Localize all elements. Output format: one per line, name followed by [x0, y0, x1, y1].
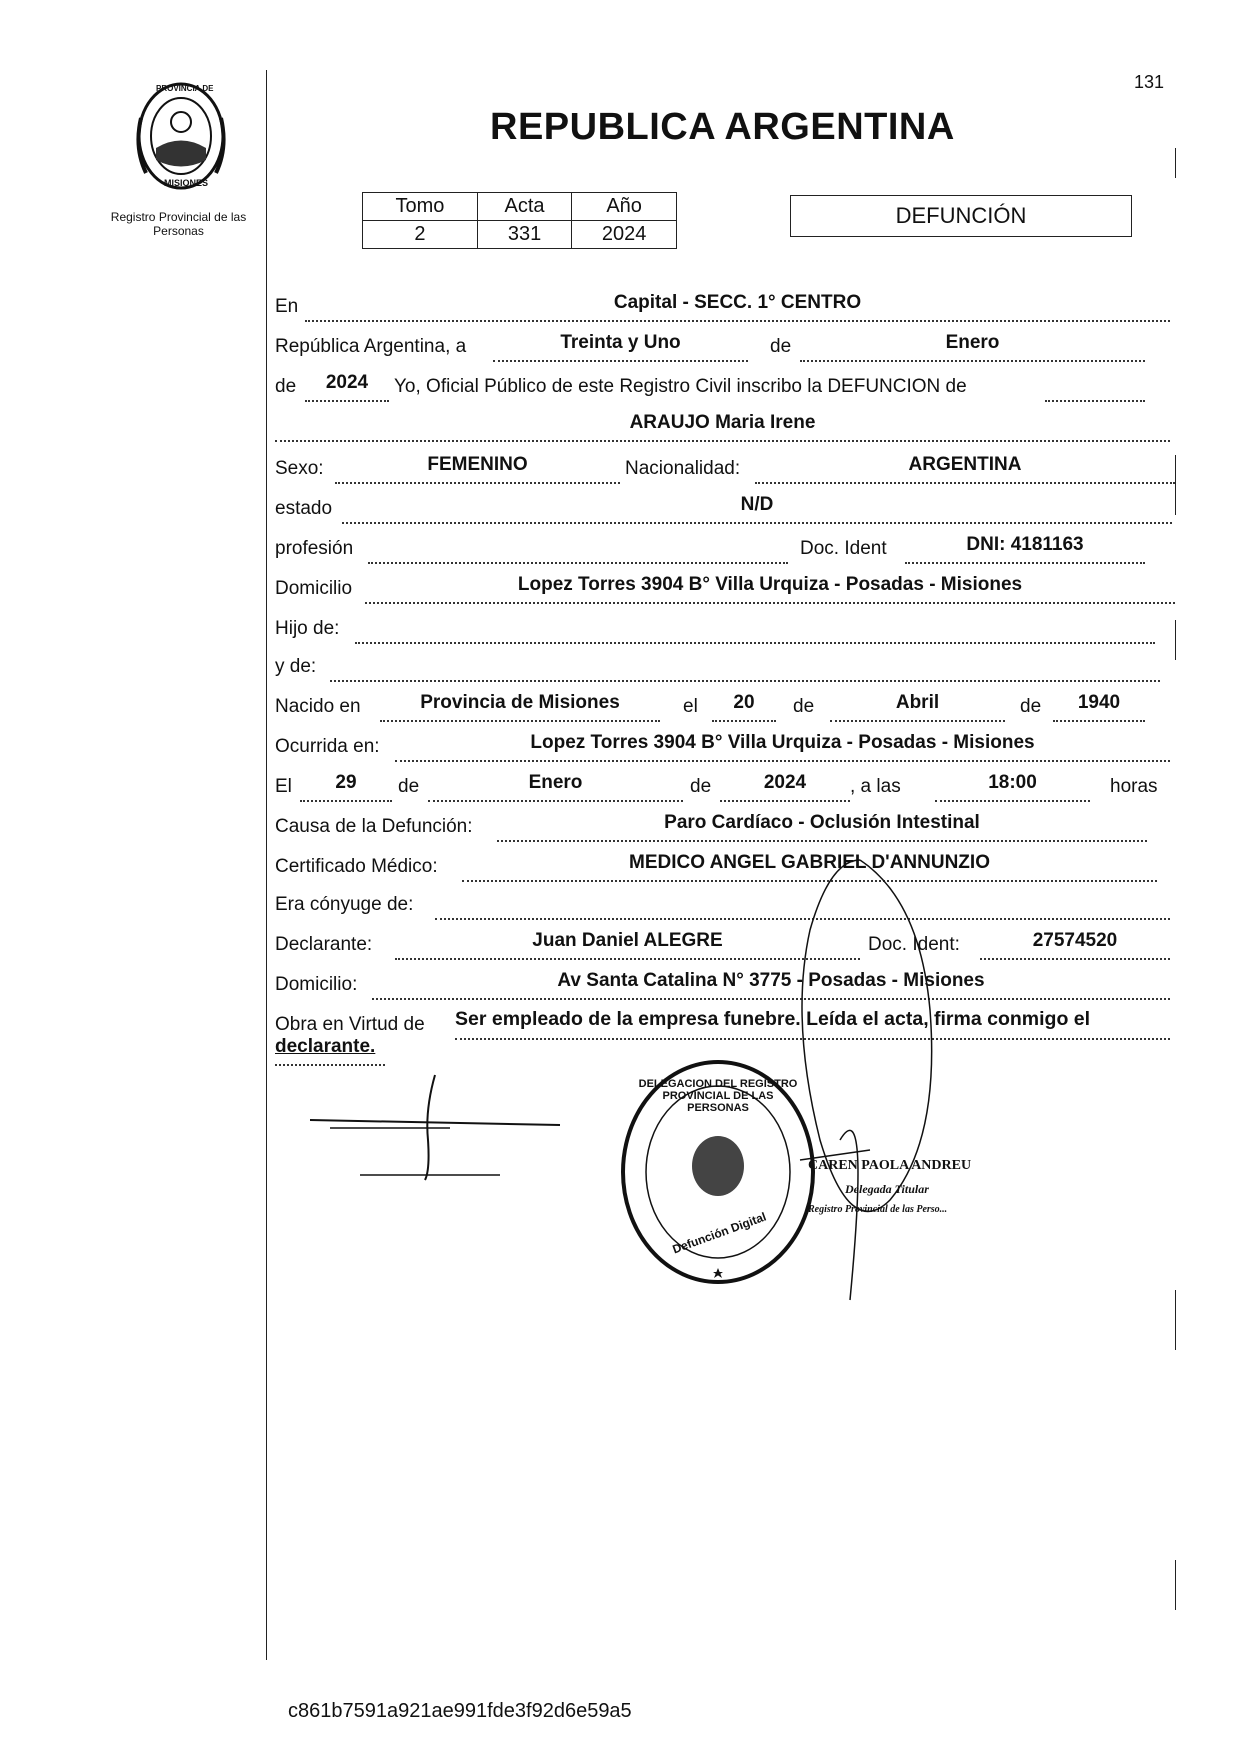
causa-value: Paro Cardíaco - Oclusión Intestinal — [664, 812, 980, 833]
nac-anio-value: 1940 — [1077, 692, 1121, 713]
dotted-line — [712, 720, 776, 722]
ocurrida-en-value: Lopez Torres 3904 B° Villa Urquiza - Posadas - Misiones — [530, 732, 1035, 753]
label-obra: Obra en Virtud de — [275, 1014, 425, 1035]
declarant-signature-icon — [310, 1070, 570, 1210]
seal-bottom-text: Defunción Digital — [670, 1209, 769, 1257]
obra-value-line2: declarante. — [275, 1036, 376, 1057]
label-causa: Causa de la Defunción: — [275, 816, 473, 837]
acta-value: 331 — [477, 221, 571, 249]
domicilio-value: Lopez Torres 3904 B° Villa Urquiza - Posadas - Misiones — [517, 574, 1023, 595]
def-dia-value: 29 — [335, 772, 357, 793]
def-anio-value: 2024 — [763, 772, 807, 793]
domicilio-declarante-value: Av Santa Catalina N° 3775 - Posadas - Misiones — [557, 970, 985, 991]
registry-emblem — [126, 78, 236, 196]
dotted-line — [380, 720, 660, 722]
label-nacionalidad: Nacionalidad: — [625, 458, 741, 479]
seal-text: DELEGACION DEL REGISTRO PROVINCIAL DE LAS PERSONAS — [638, 1078, 798, 1114]
registry-name: Registro Provincial de las Personas — [110, 210, 247, 238]
document-hash: c861b7591a921ae991fde3f92d6e59a5 — [288, 1700, 632, 1722]
declarante-value: Juan Daniel ALEGRE — [532, 930, 723, 951]
act-type-box: DEFUNCIÓN — [790, 195, 1132, 237]
right-margin-mark — [1175, 148, 1176, 178]
label-y-de: y de: — [275, 656, 317, 677]
dotted-line — [305, 320, 1170, 322]
anio-value: 2024 — [572, 221, 677, 249]
def-mes-value: Enero — [528, 772, 583, 793]
dotted-line — [330, 680, 1160, 682]
label-horas: horas — [1110, 776, 1158, 797]
label-a-las: , a las — [850, 776, 901, 797]
label-conyuge: Era cónyuge de: — [275, 894, 414, 915]
dotted-line — [830, 720, 1005, 722]
officer-stamp-name: CAREN PAOLA ANDREU — [808, 1158, 972, 1173]
right-margin-mark — [1175, 1290, 1176, 1350]
label-de: de — [770, 336, 792, 357]
doc-declarante-value: 27574520 — [1032, 930, 1118, 951]
label-declarante: Declarante: — [275, 934, 373, 955]
document-title: REPUBLICA ARGENTINA — [490, 106, 955, 148]
dotted-line — [372, 998, 1170, 1000]
right-margin-mark — [1175, 1560, 1176, 1610]
label-estado: estado — [275, 498, 333, 519]
obra-value-line1: Ser empleado de la empresa funebre. Leída el acta, firma conmigo el — [455, 1008, 1091, 1030]
label-doc-ident: Doc. Ident — [800, 538, 887, 559]
officer-stamp-registry: Registro Provincial de las Perso... — [808, 1204, 948, 1215]
dotted-line — [342, 522, 1172, 524]
estado-value: N/D — [740, 494, 774, 515]
hora-value: 18:00 — [988, 772, 1037, 793]
right-margin-mark — [1175, 620, 1176, 660]
left-margin-line — [266, 70, 267, 1660]
fallecido-value: ARAUJO Maria Irene — [629, 412, 816, 433]
label-de: de — [690, 776, 712, 797]
dotted-line — [1045, 400, 1145, 402]
label-sexo: Sexo: — [275, 458, 324, 479]
dotted-line — [1053, 720, 1145, 722]
dotted-line — [365, 602, 1175, 604]
label-de: de — [398, 776, 420, 797]
label-doc-ident-declarante: Doc. Ident: — [868, 934, 960, 955]
right-margin-mark — [1175, 455, 1176, 515]
dotted-line — [335, 482, 620, 484]
doc-ident-value: DNI: 4181163 — [966, 534, 1084, 555]
emblem-top-text: PROVINCIA DE — [156, 84, 214, 93]
anio-inscripcion-value: 2024 — [325, 372, 369, 393]
label-en: En — [275, 296, 299, 317]
table-header-acta: Acta — [477, 193, 571, 221]
tomo-acta-table — [362, 192, 677, 249]
table-header-anio: Año — [572, 193, 677, 221]
dotted-line — [720, 800, 850, 802]
label-de: de — [793, 696, 815, 717]
label-republica: República Argentina, a — [275, 336, 467, 357]
dotted-line — [905, 562, 1145, 564]
officer-signature-icon — [780, 840, 940, 1310]
table-header-tomo: Tomo — [363, 193, 478, 221]
dotted-line — [368, 562, 788, 564]
label-domicilio-declarante: Domicilio: — [275, 974, 358, 995]
officer-stamp-title: Delegada Titular — [845, 1182, 929, 1196]
sexo-value: FEMENINO — [427, 454, 528, 475]
nac-mes-value: Abril — [895, 692, 940, 713]
label-profesion: profesión — [275, 538, 354, 559]
label-certificado: Certificado Médico: — [275, 856, 438, 877]
label-ocurrida-en: Ocurrida en: — [275, 736, 380, 757]
label-oficial: Yo, Oficial Público de este Registro Civil inscribo la DEFUNCION de — [394, 376, 967, 397]
dotted-line — [755, 482, 1175, 484]
label-hijo-de: Hijo de: — [275, 618, 340, 639]
dotted-line — [935, 800, 1090, 802]
certificado-value: MEDICO ANGEL GABRIEL D'ANNUNZIO — [629, 852, 990, 873]
dotted-line — [355, 642, 1155, 644]
dotted-line — [800, 360, 1145, 362]
dotted-line — [395, 760, 1170, 762]
dotted-line — [275, 440, 1170, 442]
label-nacido-en: Nacido en — [275, 696, 361, 717]
lugar-value: Capital - SECC. 1° CENTRO — [613, 292, 862, 313]
label-domicilio: Domicilio — [275, 578, 353, 599]
dotted-line — [275, 1064, 385, 1066]
label-el-fecha: El — [275, 776, 292, 797]
mes-value: Enero — [945, 332, 1000, 353]
nacionalidad-value: ARGENTINA — [908, 454, 1022, 475]
dotted-line — [300, 800, 392, 802]
emblem-bottom-text: MISIONES — [164, 178, 209, 188]
dotted-line — [493, 360, 748, 362]
dotted-line — [428, 800, 683, 802]
label-de: de — [1020, 696, 1042, 717]
label-el: el — [683, 696, 698, 717]
dotted-line — [305, 400, 389, 402]
dotted-line — [980, 958, 1170, 960]
nac-dia-value: 20 — [733, 692, 755, 713]
nacido-en-value: Provincia de Misiones — [420, 692, 620, 713]
page-number: 131 — [1134, 72, 1165, 92]
tomo-value: 2 — [363, 221, 478, 249]
dia-value: Treinta y Uno — [560, 332, 681, 353]
label-de: de — [275, 376, 297, 397]
